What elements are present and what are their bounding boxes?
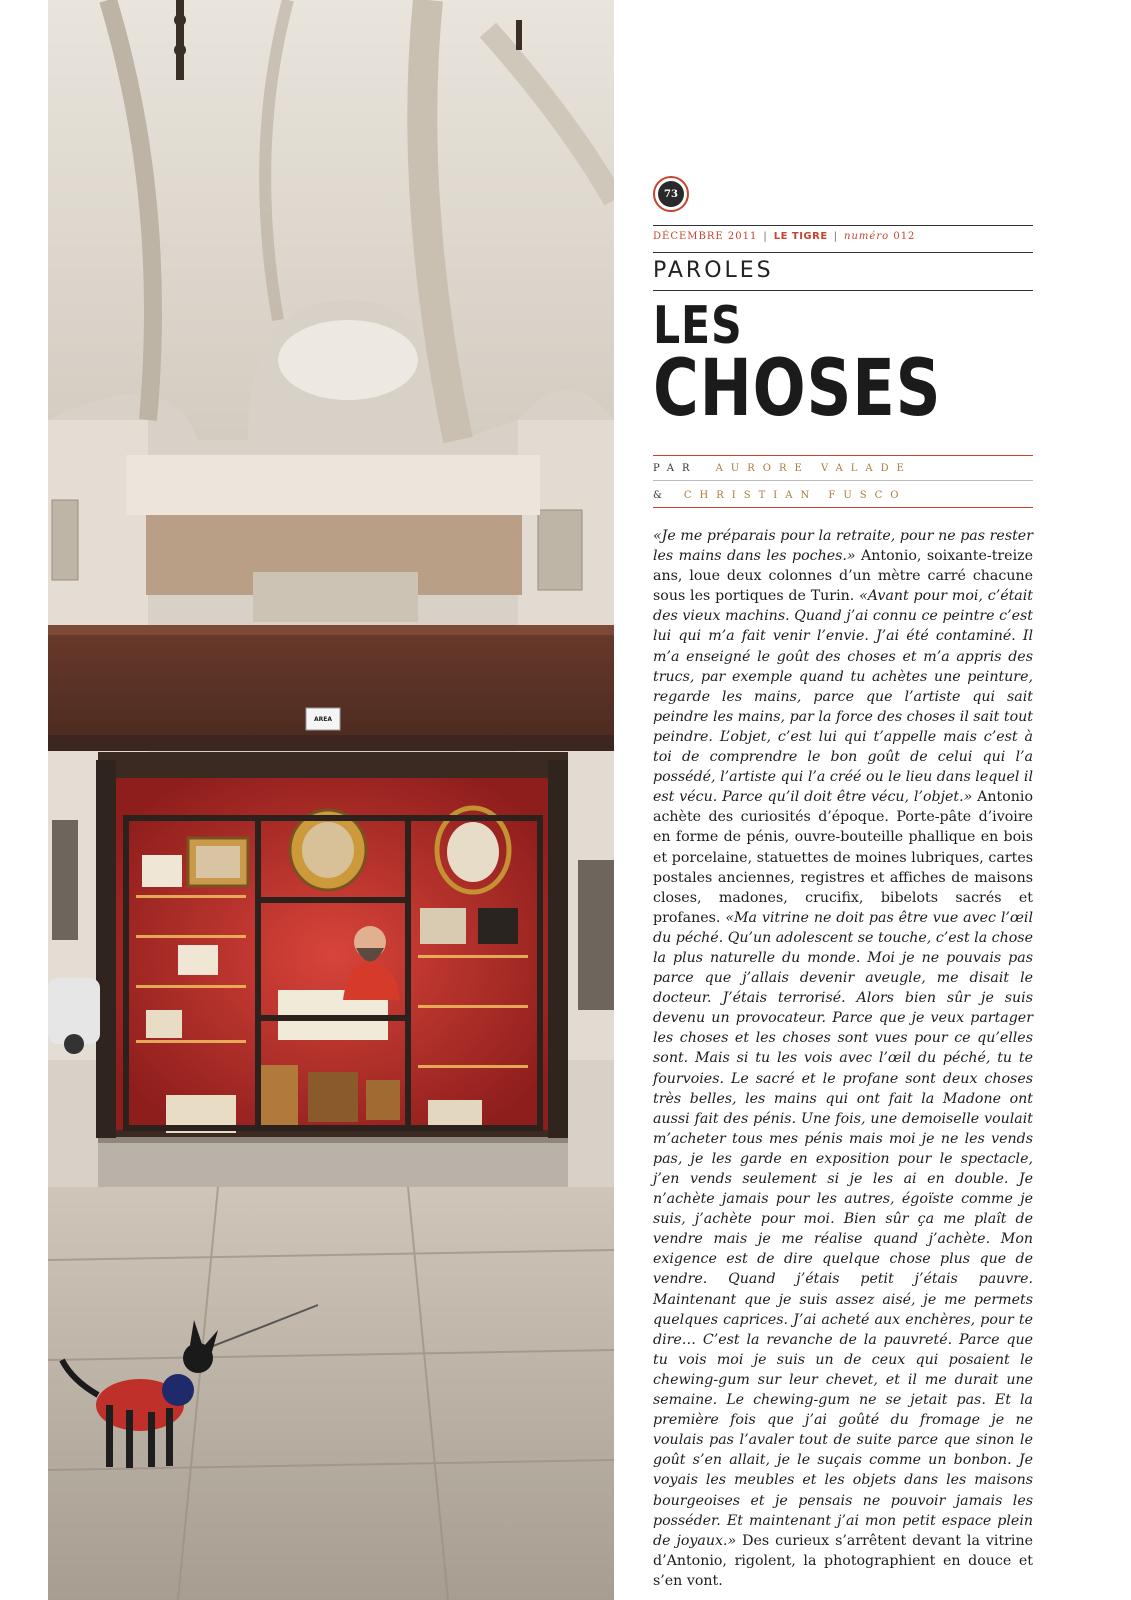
byline-par: PAR bbox=[653, 463, 698, 474]
byline-rule-middle bbox=[653, 480, 1033, 481]
quote-1: «Je me préparais pour la retraite, pour ne pas rester les mains dans les poches.» bbox=[653, 528, 1033, 565]
byline-ampersand: & bbox=[653, 490, 662, 501]
issue-line: DÉCEMBRE 2011 | LE TIGRE | numéro 012 bbox=[653, 231, 916, 242]
article-body bbox=[653, 526, 1033, 1591]
issue-number: 012 bbox=[893, 231, 916, 242]
section-title: PAROLES bbox=[653, 258, 774, 283]
quote-2: «Avant pour moi, c’était des vieux machins. Quand j’ai connu ce peintre c’est lui qui m’a fait venir l’envie. J’ai été contaminé. Il m’a enseigné le goût des choses et m’a appris des trucs, par exemple quand tu achètes une peinture, regarde les mains, parce que l’artiste qui sait peindre les mains, par la force des choses il sait tout peindre. L’objet, c’est lui qui t’appelle mais c’est à toi de comprendre le bon goût de celui qui l’a possédé, l’artiste qui l’a créé ou le lieu dans lequel il est vécu. Parce qu’il doit être vécu, l’objet.» bbox=[653, 588, 1033, 806]
page-number: 73 bbox=[658, 181, 684, 207]
article-photo bbox=[48, 0, 614, 1600]
article-column bbox=[653, 0, 1033, 1600]
title-line-2: CHOSES bbox=[653, 344, 942, 434]
header-rule-top bbox=[653, 225, 1033, 226]
page-number-badge bbox=[653, 176, 689, 212]
byline-author-2 bbox=[653, 490, 1033, 501]
narration-3: Des curieux s’arrêtent devant la vitrine d’Antonio, rigolent, la photographient en douce et s’en vont. bbox=[653, 1532, 1033, 1589]
header-rule-bottom bbox=[653, 290, 1033, 291]
header-rule-middle bbox=[653, 252, 1033, 253]
kiosk-photo-illustration bbox=[48, 0, 614, 1600]
magazine-name: LE TIGRE bbox=[773, 231, 828, 242]
byline-author-1 bbox=[653, 463, 1033, 474]
author-1-name: AURORE VALADE bbox=[715, 463, 912, 474]
narration-1: Antonio, soixante-treize ans, loue deux colonnes d’un mètre carré chacune sous les portiques de Turin. bbox=[653, 548, 1033, 605]
narration-2: Antonio achète des curiosités d’époque. Porte-pâte d’ivoire en forme de pénis, ouvre-bouteille phallique en bois et porcelaine, statuettes de moines lubriques, cartes postales anciennes, registres et affiches de maisons closes, madones, crucifix, bibelots sacrés et profanes. bbox=[653, 789, 1033, 926]
article-title bbox=[653, 296, 1013, 434]
quote-3: «Ma vitrine ne doit pas être vue avec l’œil du péché. Qu’un adolescent se touche, c’est la chose la plus naturelle du monde. Moi je ne pouvais pas parce que j’allais devenir aveugle, me disait le docteur. J’étais terrorisé. Alors bien sûr je suis devenu un provocateur. Parce que je veux partager les choses et les choses sont vues pour ce qu’elles sont. Mais si tu les vois avec l’œil du péché, tu te fourvoies. Le sacré et le profane sont deux choses très belles, les mains qui ont fait la Madone ont aussi fait des pénis. Une fois, une demoiselle voulait m’acheter tous mes pénis mais moi je ne les vends pas, je les garde en exposition pour le spectacle, j’en vends seulement si je les ai en double. Je n’achète jamais pour les autres, égoïste comme je suis, j’achète pour moi. Bien sûr ça me plaît de vendre mais je me réalise quand j’achète. Mon exigence est de dire quelque chose plus que de vendre. Quand j’étais petit j’étais pauvre. Maintenant que je suis assez aisé, je me permets quelques caprices. J’ai acheté aux enchères, pour te dire… C’est la revanche de la pauvreté. Parce que tu vois moi je suis un de ceux qui posaient le chewing-gum sur leur chevet, et il me durait une semaine. Le chewing-gum ne se jetait pas. Et la première fois que j’ai goûté du fromage je ne voulais pas l’avaler tout de suite parce que sinon le goût s’en allait, je le suçais comme un bonbon. Je voyais les meubles et les objets dans les maisons bourgeoises et je pensais ne pouvoir jamais les posséder. Et maintenant j’ai mon petit espace plein de joyaux.» bbox=[653, 909, 1034, 1549]
issue-date: DÉCEMBRE 2011 bbox=[653, 231, 758, 242]
issue-number-label: numéro bbox=[844, 231, 890, 242]
byline-rule-top bbox=[653, 455, 1033, 456]
title-line-1: LES bbox=[653, 296, 743, 356]
author-2-name: CHRISTIAN FUSCO bbox=[683, 490, 907, 501]
byline-rule-bottom bbox=[653, 507, 1033, 508]
kiosk-sign: AREA bbox=[313, 716, 333, 723]
